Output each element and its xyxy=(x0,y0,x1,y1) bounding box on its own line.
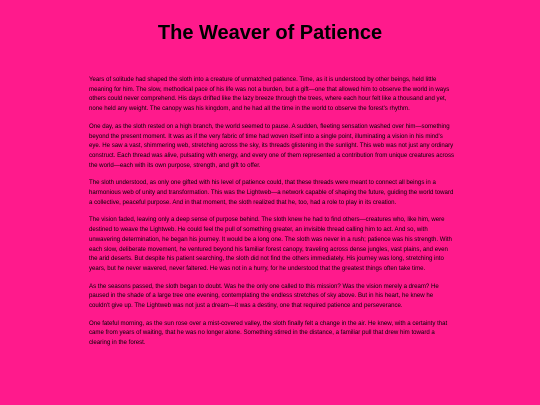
paragraph: The sloth understood, as only one gifted with his level of patience could, that these threads were meant to connect all beings in a harmonious web of unity and transformation. This was the Lightweb—a network capable of shaping the future, guiding the world toward a collective, peaceful purpose. And in that moment, the sloth realized that he, too, had a role to play in its creation. xyxy=(89,179,454,206)
paragraph: The vision faded, leaving only a deep sense of purpose behind. The sloth knew he had to find others—creatures who, like him, were destined to weave the Lightweb. He could feel the pull of something greater, an invisible thread calling him to act. And so, with unwavering determination, he began his journey. It would be a long one. The sloth was never in a rush; patience was his strength. With each slow, deliberate movement, he ventured beyond his familiar forest canopy, traveling across dense jungles, vast plains, and even the arid deserts. But despite his patient searching, the sloth did not find the others immediately. His journey was long, stretching into years, but he never wavered, never faltered. He was not in a hurry, for he understood that the greatest things often take time. xyxy=(89,216,452,272)
paragraph: Years of solitude had shaped the sloth into a creature of unmatched patience. Time, as it is understood by other beings, held little meaning for him. The slow, methodical pace of his life was not a burden, but a gift—one that allowed him to observe the world in ways others could never comprehend. His days drifted like the lazy breeze through the trees, where each hour felt like a thousand and yet, none held any weight. The canopy was his kingdom, and he had all the time in the world to observe the forest's rhythm. xyxy=(89,76,450,113)
page-title: The Weaver of Patience xyxy=(157,22,383,44)
paragraph: As the seasons passed, the sloth began to doubt. Was he the only one called to this mission? Was the vision merely a dream? He paused in the shade of a large tree one evening, contemplating the endless stretches of sky above. But in his heart, he knew he couldn't give up. The Lightweb was not just a dream—it was a destiny, one that required patience and perseverance. xyxy=(89,282,439,310)
story-body xyxy=(89,75,455,356)
paragraph: One fateful morning, as the sun rose over a mist-covered valley, the sloth finally felt a change in the air. He knew, with a certainty that came from years of waiting, that he was no longer alone. Something stirred in the distance, a familiar pull that drew him toward a clearing in the forest. xyxy=(89,319,448,347)
paragraph: One day, as the sloth rested on a high branch, the world seemed to pause. A sudden, fleeting sensation washed over him—something beyond the present moment. It was as if the very fabric of time had woven itself into a single point, illuminating a vision in his mind's eye. He saw a vast, shimmering web, stretching across the sky, its threads glistening in the sunlight. This web was not just any ordinary construct. Each thread was alive, pulsating with energy, and every one of them represented a contribution from unique creatures across the world—each with its own purpose, strength, and gift to offer. xyxy=(89,122,455,169)
